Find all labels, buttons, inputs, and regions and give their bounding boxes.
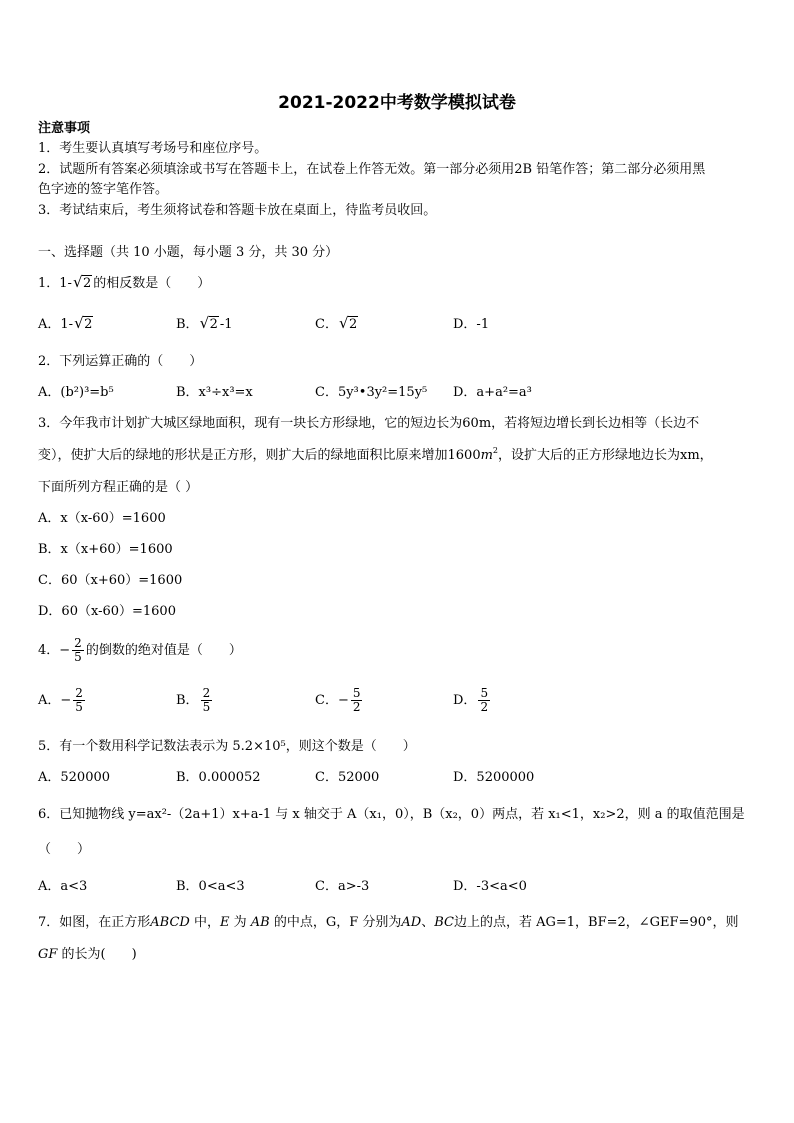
fraction xyxy=(201,687,213,714)
q4-option-b xyxy=(176,687,214,714)
q7-var: E xyxy=(219,915,230,930)
numerator: 5 xyxy=(352,686,361,700)
q7-var: AD xyxy=(401,915,422,930)
numerator: 2 xyxy=(74,636,82,650)
q2-option-c: C．5y³•3y²=15y⁵ xyxy=(315,385,428,400)
q3-option-c: C．60（x+60）=1600 xyxy=(38,573,183,588)
sqrt-expression xyxy=(73,275,92,293)
q3-unit: m xyxy=(480,448,493,463)
q4-option-d xyxy=(453,687,492,714)
fraction xyxy=(351,687,363,714)
question-6-line-1: 6．已知抛物线 y=ax²-（2a+1）x+a-1 与 x 轴交于 A（x₁，0），B（x₂，0）两点，若 x₁<1，x₂>2，则 a 的取值范围是 xyxy=(38,807,745,822)
q6-option-d: D．-3<a<0 xyxy=(453,879,527,894)
q7-var: AB xyxy=(250,915,270,930)
note-item-2b: 色字迹的签字笔作答。 xyxy=(38,182,169,197)
q4-option-a xyxy=(38,687,87,714)
q7-text: 、 xyxy=(421,915,435,930)
q5-option-c: C．52000 xyxy=(315,770,380,785)
radical-sign: √ xyxy=(74,314,84,332)
q5-option-d: D．5200000 xyxy=(453,770,535,785)
sqrt-expression xyxy=(200,316,219,334)
radical-sign: √ xyxy=(338,314,349,332)
fraction xyxy=(73,687,85,714)
numerator: 2 xyxy=(202,686,211,700)
section-heading: 一、选择题（共 10 小题，每小题 3 分，共 30 分） xyxy=(38,245,339,260)
option-label: A．1- xyxy=(38,317,74,332)
question-2-stem: 2．下列运算正确的（ ） xyxy=(38,354,203,369)
fraction xyxy=(72,637,84,664)
note-item-2a: 2．试题所有答案必须填涂或书写在答题卡上，在试卷上作答无效。第一部分必须用2B 铅笔作答；第二部分必须用黑 xyxy=(38,162,706,177)
q5-option-a: A．520000 xyxy=(38,770,111,785)
option-label: A．− xyxy=(38,693,72,708)
radicand: 2 xyxy=(82,276,92,291)
option-label: B． xyxy=(176,693,199,708)
denominator: 2 xyxy=(480,700,489,714)
q2-option-b: B．x³÷x³=x xyxy=(176,385,253,400)
q3-text: ，设扩大后的正方形绿地边长为xm， xyxy=(498,448,713,463)
question-3-line-3: 下面所列方程正确的是（ ） xyxy=(38,480,199,495)
denominator: 2 xyxy=(352,700,361,714)
q1-option-a xyxy=(38,316,94,334)
option-label: C． xyxy=(315,317,338,332)
q3-option-d: D．60（x-60）=1600 xyxy=(38,604,176,619)
numerator: 2 xyxy=(75,686,83,700)
denominator: 5 xyxy=(74,650,82,664)
question-1-stem xyxy=(38,275,210,293)
question-3-line-1: 3．今年我市计划扩大城区绿地面积，现有一块长方形绿地，它的短边长为60m，若将短边增长到长边相等（长边不 xyxy=(38,416,700,431)
q7-var: BC xyxy=(434,915,454,930)
denominator: 5 xyxy=(75,700,83,714)
q2-option-d: D．a+a²=a³ xyxy=(453,385,532,400)
q3-option-a: A．x（x-60）=1600 xyxy=(38,511,166,526)
q2-option-a: A．(b²)³=b⁵ xyxy=(38,385,114,400)
q5-option-b: B．0.000052 xyxy=(176,770,261,785)
denominator: 5 xyxy=(202,700,211,714)
question-4-stem xyxy=(38,637,242,664)
option-label: D． xyxy=(453,693,477,708)
sqrt-expression xyxy=(74,316,93,334)
radical-sign: √ xyxy=(72,273,83,291)
q7-text: 中， xyxy=(189,915,220,930)
q1-option-c xyxy=(315,316,359,334)
option-label: C．− xyxy=(315,693,349,708)
option-label: B． xyxy=(176,317,199,332)
q1-option-b xyxy=(176,316,233,334)
option-text: -1 xyxy=(219,317,233,332)
fraction xyxy=(478,687,490,714)
sqrt-expression xyxy=(339,316,358,334)
q3-text: 变），使扩大后的绿地的形状是正方形，则扩大后的绿地面积比原来增加1600 xyxy=(38,448,481,463)
q4-post: 的倒数的绝对值是（ ） xyxy=(85,643,242,658)
q6-option-a: A．a<3 xyxy=(38,879,88,894)
radical-sign: √ xyxy=(199,314,210,332)
q7-text: 7．如图，在正方形 xyxy=(38,915,151,930)
q7-text: 为 xyxy=(229,915,251,930)
q7-text: 的长为( ) xyxy=(57,947,137,962)
question-7-line-1 xyxy=(38,914,738,932)
q4-pre: 4．− xyxy=(38,643,71,658)
q1-post: 的相反数是（ ） xyxy=(93,276,211,291)
q7-text: 边上的点，若 AG=1，BF=2，∠GEF=90°，则 xyxy=(453,915,739,930)
exam-title: 2021-2022中考数学模拟试卷 xyxy=(278,93,516,113)
radicand: 2 xyxy=(348,317,358,332)
q7-var: ABCD xyxy=(150,915,190,930)
q7-var: GF xyxy=(38,947,58,962)
q6-option-c: C．a>-3 xyxy=(315,879,370,894)
radicand: 2 xyxy=(84,317,93,332)
q3-option-b: B．x（x+60）=1600 xyxy=(38,542,173,557)
radicand: 2 xyxy=(209,317,218,332)
note-item-1: 1．考生要认真填写考场号和座位序号。 xyxy=(38,141,268,156)
notes-heading: 注意事项 xyxy=(38,121,91,136)
question-3-line-2 xyxy=(38,447,713,465)
q1-pre: 1．1- xyxy=(38,276,72,291)
question-5-stem: 5．有一个数用科学记数法表示为 5.2×10⁵，则这个数是（ ） xyxy=(38,739,416,754)
q7-text: 的中点，G，F 分别为 xyxy=(269,915,402,930)
question-6-line-2: （ ） xyxy=(38,842,91,857)
numerator: 5 xyxy=(480,686,489,700)
note-item-3: 3．考试结束后，考生须将试卷和答题卡放在桌面上，待监考员收回。 xyxy=(38,203,437,218)
q3-unit-exponent: 2 xyxy=(492,446,499,455)
q4-option-c xyxy=(315,687,364,714)
q6-option-b: B．0<a<3 xyxy=(176,879,245,894)
q1-option-d: D．-1 xyxy=(453,317,490,332)
question-7-line-2 xyxy=(38,946,137,964)
